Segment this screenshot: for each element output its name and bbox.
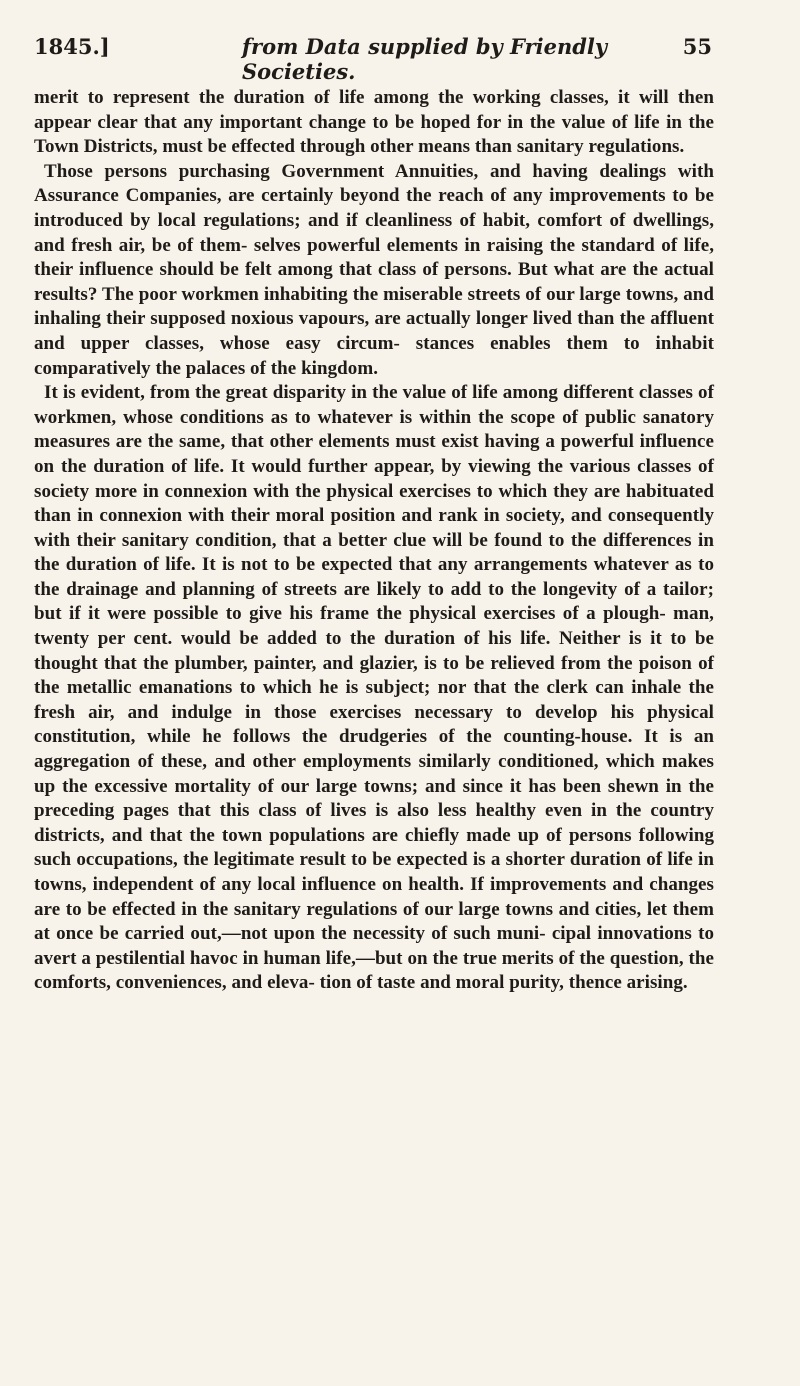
body-text bbox=[34, 86, 714, 996]
header-title: from Data supplied by Friendly Societies. bbox=[242, 34, 608, 84]
paragraph-continued: merit to represent the duration of life among the working classes, it will then appear clear that any important change to be hoped for in the value of life in the Town Districts, must be effected through other means than sanitary regulations. bbox=[34, 87, 714, 158]
running-header bbox=[34, 34, 712, 84]
paragraph-annuities: Those persons purchasing Government Annuities, and having dealings with Assurance Companies, are certainly beyond the reach of any improvements to be introduced by local regulations; and if cleanliness of habit, comfort of dwellings, and fresh air, be of them- selves powerful elements in raising the standard of life, their influence should be felt among that class of persons. But what are the actual results? The poor workmen inhabiting the miserable streets of our large towns, and inhaling their supposed noxious vapours, are actually longer lived than the affluent and upper classes, whose easy circum- stances enables them to inhabit comparatively the palaces of the kingdom. bbox=[34, 160, 714, 379]
page-number: 55 bbox=[682, 34, 712, 59]
paragraph-disparity: It is evident, from the great disparity in the value of life among different classes of workmen, whose conditions as to whatever is within the scope of public sanatory measures are the same, that other elements must exist having a powerful influence on the duration of life. It would further appear, by viewing the various classes of society more in connexion with the physical exercises to which they are habituated than in connexion with their moral position and rank in society, and consequently with their sanitary condition, that a better clue will be found to the differences in the duration of life. It is not to be expected that any arrangements whatever as to the drainage and planning of streets are likely to add to the longevity of a tailor; but if it were possible to give his frame the physical exercises of a plough- man, twenty per cent. would be added to the duration of his life. Neither is it to be thought that the plumber, painter, and glazier, is to be relieved from the poison of the metallic emanations to which he is subject; nor that the clerk can inhale the fresh air, and indulge in those exercises necessary to develop his physical constitution, while he follows the drudgeries of the counting-house. It is an aggregation of these, and other employments similarly conditioned, which makes up the excessive mortality of our large towns; and since it has been shewn in the preceding pages that this class of lives is also less healthy even in the country districts, and that the town populations are chiefly made up of persons following such occupations, the legitimate result to be expected is a shorter duration of life in towns, independent of any local influence on health. If improvements and changes are to be effected in the sanitary regulations of our large towns and cities, let them at once be carried out,—not upon the necessity of such muni- cipal innovations to avert a pestilential havoc in human life,—but on the true merits of the question, the comforts, conveniences, and eleva- tion of taste and moral purity, thence arising. bbox=[34, 382, 714, 994]
header-year: 1845.] bbox=[34, 34, 110, 59]
